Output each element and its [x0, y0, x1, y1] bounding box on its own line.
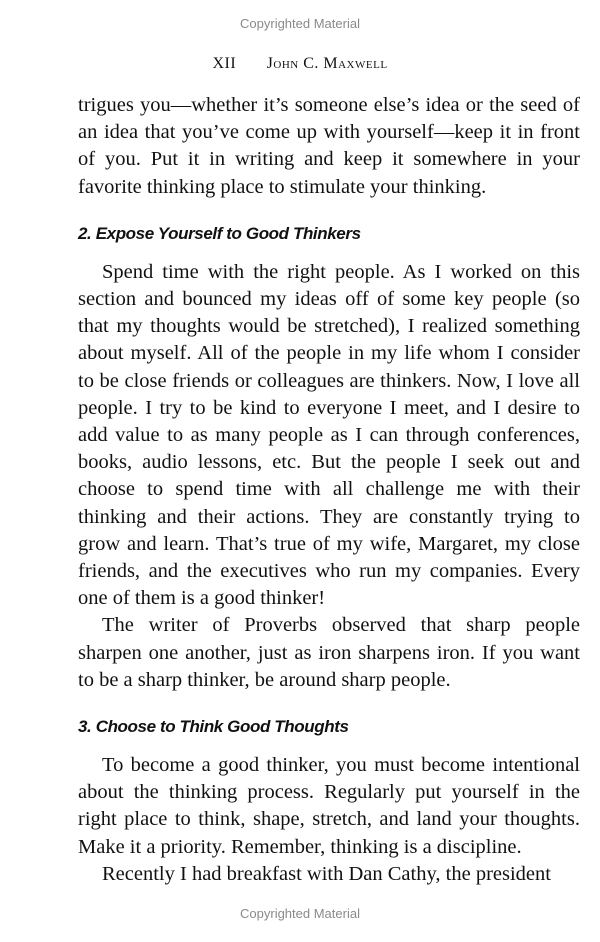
paragraph-breakfast: Recently I had breakfast with Dan Cathy, the president: [102, 862, 551, 885]
paragraph-continued: trigues you—whether it’s someone else’s idea or the seed of an idea that you’ve come up with yourself—keep it in front of you. Put it in writing and keep it somewhere in your favorite thinking place to stimulate your thinking.: [78, 94, 580, 198]
paragraph-spend-time: Spend time with the right people. As I worked on this section and bounced my ideas off of some key people (so that my thoughts would be stretched), I realized something about myself. All of the people in my life whom I consider to be close friends or colleagues are thinkers. Now, I love all people. I try to be kind to everyone I meet, and I desire to add value to as many people as I can through conferences, books, audio lessons, etc. But the people I seek out and choose to spend time with all challenge me with their thinking and their actions. They are constantly trying to grow and learn. That’s true of my wife, Margaret, my close friends, and the executives who run my companies. Every one of them is a good thinker!: [78, 260, 580, 610]
paragraph-proverbs: The writer of Proverbs observed that sharp people sharpen one another, just as iron sharpens iron. If you want to be a sharp thinker, be around sharp people.: [78, 614, 580, 691]
copyright-watermark-bottom: Copyrighted Material: [240, 906, 360, 921]
section-heading-expose-yourself: 2. Expose Yourself to Good Thinkers: [78, 223, 361, 243]
author-name: John C. Maxwell: [266, 55, 388, 72]
running-header: [0, 55, 600, 73]
page-number: XII: [212, 55, 237, 72]
paragraph-become-good-thinker: To become a good thinker, you must become intentional about the thinking process. Regularly put yourself in the right place to think, shape, stretch, and land your thoughts. Make it a priority. Remember, thinking is a discipline.: [78, 754, 580, 858]
section-heading-good-thoughts: 3. Choose to Think Good Thoughts: [78, 717, 349, 737]
page-body: [78, 92, 580, 888]
copyright-watermark-top: Copyrighted Material: [240, 16, 360, 31]
